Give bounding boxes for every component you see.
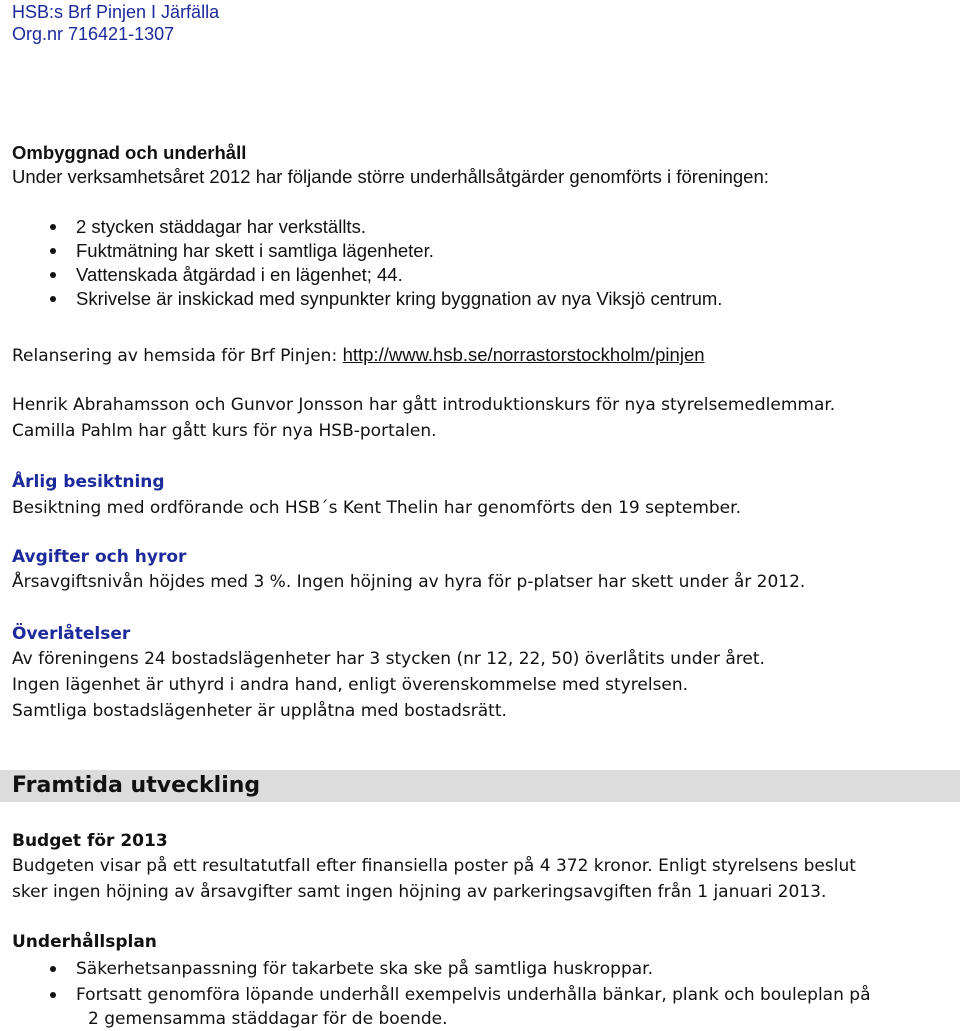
list-item: Fuktmätning har skett i samtliga lägenheter. (0, 239, 722, 263)
training-line-1: Henrik Abrahamsson och Gunvor Jonsson har gått introduktionskurs för nya styrelsemedlemmar. (12, 395, 836, 415)
inspection-heading: Årlig besiktning (12, 472, 165, 492)
list-item (0, 982, 870, 1008)
inspection-text: Besiktning med ordförande och HSB´s Kent Thelin har genomförts den 19 september. (12, 498, 741, 518)
fees-text: Årsavgiftsnivån höjdes med 3 %. Ingen höjning av hyra för p-platser har skett under år 2012. (12, 572, 806, 592)
list-item: 2 stycken städdagar har verkställts. (0, 215, 722, 239)
transfers-line-2: Ingen lägenhet är uthyrd i andra hand, enligt överenskommelse med styrelsen. (12, 675, 689, 695)
organization-number: Org.nr 716421-1307 (12, 24, 175, 44)
budget-line-2: sker ingen höjning av årsavgifter samt ingen höjning av parkeringsavgiften från 1 januari 2013. (12, 882, 827, 902)
maintenance-list (0, 215, 722, 311)
maintenance-heading: Ombyggnad och underhåll (12, 142, 247, 163)
list-item: Skrivelse är inskickad med synpunkter kring byggnation av nya Viksjö centrum. (0, 287, 722, 311)
maintenance-plan-heading: Underhållsplan (12, 932, 157, 952)
budget-heading: Budget för 2013 (12, 831, 168, 851)
budget-line-1: Budgeten visar på ett resultatutfall efter finansiella poster på 4 372 kronor. Enligt styrelsens beslut (12, 856, 856, 876)
website-link[interactable]: http://www.hsb.se/norrastorstockholm/pinjen (342, 344, 705, 365)
fees-heading: Avgifter och hyror (12, 547, 187, 567)
list-item-line-1: Fortsatt genomföra löpande underhåll exempelvis underhålla bänkar, plank och bouleplan på (76, 985, 871, 1005)
transfers-line-3: Samtliga bostadslägenheter är upplåtna med bostadsrätt. (12, 701, 507, 721)
list-item-continuation: 2 gemensamma städdagar för de boende. (88, 1009, 448, 1029)
list-item: Vattenskada åtgärdad i en lägenhet; 44. (0, 263, 722, 287)
maintenance-intro: Under verksamhetsåret 2012 har följande större underhållsåtgärder genomförts i föreningen: (12, 166, 769, 187)
future-development-banner (0, 770, 960, 802)
website-relaunch-text: Relansering av hemsida för Brf Pinjen: (12, 346, 343, 366)
list-item: Säkerhetsanpassning för takarbete ska ske på samtliga huskroppar. (0, 956, 870, 982)
transfers-heading: Överlåtelser (12, 624, 131, 644)
maintenance-plan-list (0, 956, 870, 1008)
training-line-2: Camilla Pahlm har gått kurs för nya HSB-portalen. (12, 421, 437, 441)
transfers-line-1: Av föreningens 24 bostadslägenheter har 3 stycken (nr 12, 22, 50) överlåtits under året. (12, 649, 765, 669)
future-development-title: Framtida utveckling (12, 773, 261, 798)
organization-name: HSB:s Brf Pinjen I Järfälla (12, 2, 220, 22)
website-relaunch (12, 343, 705, 368)
